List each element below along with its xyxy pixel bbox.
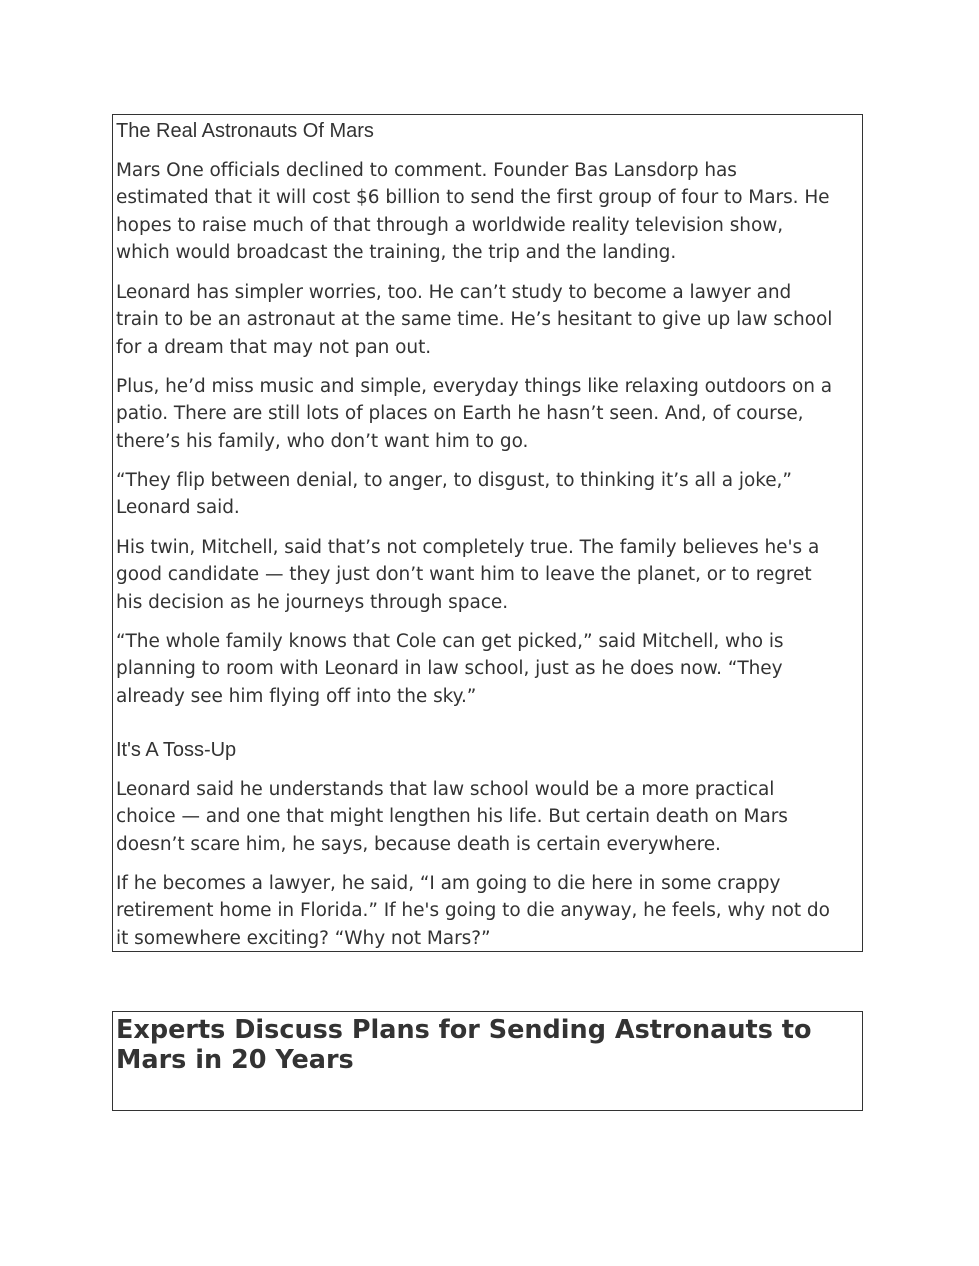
related-article-box <box>112 1011 863 1111</box>
paragraph-law-school-practical: Leonard said he understands that law school would be a more practical choice — and one that might lengthen his life. But certain death on Mars doesn’t scare him, he says, because death is certain everywhere. <box>116 779 788 855</box>
paragraph-miss-music: Plus, he’d miss music and simple, everyday things like relaxing outdoors on a patio. There are still lots of places on Earth he hasn’t seen. And, of course, there’s his family, who don’t want him to go. <box>116 376 833 452</box>
paragraph-twin-mitchell: His twin, Mitchell, said that’s not completely true. The family believes he's a good candidate — they just don’t want him to leave the planet, or to regret his decision as he journeys through space. <box>116 537 820 613</box>
section-heading-real-astronauts: The Real Astronauts Of Mars <box>116 120 374 142</box>
section-heading-toss-up: It's A Toss-Up <box>116 739 237 761</box>
article-box <box>112 114 863 952</box>
paragraph-flip-denial: “They flip between denial, to anger, to disgust, to thinking it’s all a joke,” Leonard said. <box>116 470 792 519</box>
paragraph-why-not-mars: If he becomes a lawyer, he said, “I am going to die here in some crappy retirement home in Florida.” If he's going to die anyway, he feels, why not do it somewhere exciting? “Why not Mars?” <box>116 873 830 949</box>
paragraph-simpler-worries: Leonard has simpler worries, too. He can’t study to become a lawyer and train to be an astronaut at the same time. He’s hesitant to give up law school for a dream that may not pan out. <box>116 282 833 358</box>
paragraph-whole-family: “The whole family knows that Cole can get picked,” said Mitchell, who is planning to room with Leonard in law school, just as he does now. “They already see him flying off into the sky.” <box>116 631 784 707</box>
paragraph-mars-one: Mars One officials declined to comment. Founder Bas Lansdorp has estimated that it will cost $6 billion to send the first group of four to Mars. He hopes to raise much of that through a worldwide reality television show, which would broadcast the training, the trip and the landing. <box>116 160 830 263</box>
related-article-title: Experts Discuss Plans for Sending Astronauts to Mars in 20 Years <box>116 1015 812 1075</box>
